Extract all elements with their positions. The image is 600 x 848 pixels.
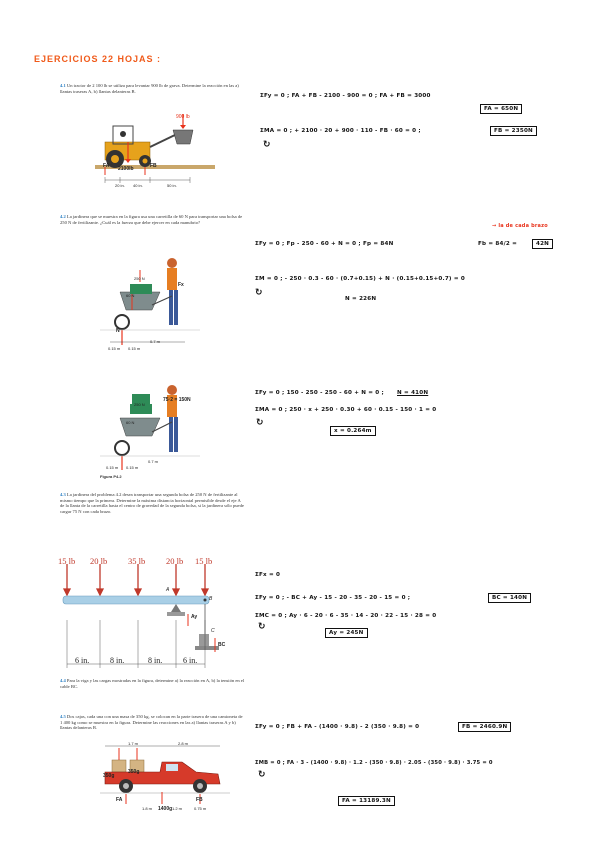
tractor-dim-3: 50 in. [167,183,177,188]
tractor-fa-label: FA [103,163,110,169]
beam-load-2: 20 lb [90,556,108,566]
page-title: EJERCICIOS 22 HOJAS : [34,54,162,64]
beam-load-5: 15 lb [195,556,213,566]
beam-dim-1: 6 in. [75,656,90,665]
wb1-dim-1: 0.7 m [150,339,161,344]
p3-answer-n: N = 410N [397,390,429,396]
p2-equation-sum-m: ΣM = 0 ; - 250 · 0.3 - 60 · (0.7+0.15) + N · (0.15+0.15+0.7) = 0 [255,276,465,282]
truck-weight-label: 1400g [158,806,173,812]
p4-equation-sum-mc: ΣMC = 0 ; Ay · 6 - 20 · 6 - 35 · 14 - 20 · 22 - 15 · 28 = 0 [255,613,437,619]
p5-equation-sum-mb: ΣMB = 0 ; FA · 3 - (1400 · 9.8) · 1.2 - (350 · 9.8) · 2.05 - (350 · 9.8) · 3.75 = 0 [255,760,493,766]
wb2-hand-force-label: 75·2 = 150N [163,397,191,403]
problem-number: 4.2 [60,214,66,219]
beam-load-4: 20 lb [166,556,184,566]
problem-4-3-statement [60,492,245,514]
tractor-dim-1: 20 in. [115,183,125,188]
wb2-barrow-weight: 60 N [126,420,135,425]
truck-box1-weight: 350g [103,773,115,779]
problem-text: Un tractor de 2 100 lb se utiliza para levantar 900 lb de grava. Determine la reacción en las a) llantas traseras A, b) llantas delanteras B. [60,83,239,94]
p5-equation-sum-fy: ΣFy = 0 ; FB + FA - (1400 · 9.8) - 2 (350 · 9.8) = 0 [255,724,420,730]
p1-answer-fb: FB = 2350N [490,126,537,136]
wb1-force-label: Fx [178,282,184,288]
p2-note: → la de cada brazo [492,223,548,229]
point-b-label: B [209,596,213,602]
p4-answer-ay: Ay = 245N [325,628,368,638]
truck-dim-5: 0.75 m [194,806,207,811]
wb1-dim-3: 0.15 m [128,346,141,351]
wb1-bag-weight: 250 N [134,276,145,281]
beam-load-3: 35 lb [128,556,146,566]
wb1-barrow-weight: 60 N [126,293,135,298]
problem-4-4-statement [60,678,245,689]
problem-number: 4.5 [60,714,66,719]
truck-box2-weight: 350g [128,769,140,775]
problem-4-5-statement [60,714,245,731]
wb1-normal-label: N [116,328,120,334]
moment-arrow-icon: ↻ [258,770,266,780]
truck-dim-3: 1.8 m [142,806,153,811]
tractor-figure [95,112,215,192]
p2-answer-fb: 42N [532,239,553,249]
p4-equation-sum-fx: ΣFx = 0 [255,572,281,578]
beam-ay-label: Ay [191,614,198,620]
problem-text: Para la viga y las cargas mostradas en la figura, determine a) la reacción en A, b) la tensión en el cable BC. [60,678,245,689]
tractor-dim-2: 40 in. [133,183,143,188]
p4-equation-sum-fy: ΣFy = 0 ; - BC + Ay - 15 - 20 - 35 - 20 - 15 = 0 ; [255,595,411,601]
tractor-load-label: 900 lb [176,114,190,120]
truck-dim-4: 1.2 m [172,806,183,811]
wb2-bag-weight: 250 N [134,402,145,407]
tractor-fb-label: FB [150,163,157,169]
p2-equation-fb: Fb = 84/2 = [478,241,517,247]
problem-text: La jardinera que se muestra en la figura usa una carretilla de 60 N para transportar una bolsa de 250 N de fertilizante. ¿Cuál es la fuerza que debe ejercer en cada manubrio? [60,214,243,225]
wb2-dim-1: 0.7 m [148,459,159,464]
point-c-label: C [211,628,215,634]
problem-text: Dos cajas, cada una con una masa de 350 kg, se colocan en la parte trasera de una camioneta de 1 400 kg como se muestra en la figura. Determine las reacciones en las a) llantas traseras A y b) llantas delanteras B. [60,714,243,731]
p5-answer-fb: FB = 2460.9N [458,722,511,732]
figure-caption: Figura P4.2 [100,474,122,479]
problem-number: 4.3 [60,492,66,497]
problem-text: La jardinera del problema 4.2 desea transportar una segunda bolsa de 250 N de fertilizante al mismo tiempo que la primera. Determine la máxima distancia horizontal permisible desde el eje A de la llanta de la carretilla hasta el centro de gravedad de la segunda bolsa, si la jardinera sólo puede cargar 75 N con cada brazo. [60,492,244,514]
p2-equation-sum-fy: ΣFy = 0 ; Fp - 250 - 60 + N = 0 ; Fp = 84N [255,241,394,247]
beam-dim-3: 8 in. [148,656,163,665]
p5-answer-fa: FA = 13189.3N [338,796,395,806]
truck-dim-2: 2.8 m [178,741,189,746]
problem-4-1-statement [60,83,245,94]
problem-number: 4.4 [60,678,66,683]
problem-4-2-statement [60,214,245,225]
beam-bc-label: BC [218,642,226,648]
moment-arrow-icon: ↻ [263,140,271,150]
beam-dim-4: 6 in. [183,656,198,665]
p3-equation-sum-fy: ΣFy = 0 ; 150 - 250 - 250 - 60 + N = 0 ; [255,390,384,396]
beam-load-1: 15 lb [58,556,76,566]
moment-arrow-icon: ↻ [255,288,263,298]
truck-fb-label: FB [196,797,203,803]
beam-dim-2: 8 in. [110,656,125,665]
p1-equation-sum-ma: ΣMA = 0 ; + 2100 · 20 + 900 · 110 - FB · 60 = 0 ; [260,128,421,134]
truck-dim-1: 1.7 m [128,741,139,746]
wb2-dim-2: 0.15 m [106,465,119,470]
point-a-label: A [166,587,170,593]
p2-answer-n: N = 226N [345,296,377,302]
moment-arrow-icon: ↻ [256,418,264,428]
p3-equation-sum-ma: ΣMA = 0 ; 250 · x + 250 · 0.30 + 60 · 0.15 - 150 · 1 = 0 [255,407,437,413]
p4-answer-bc: BC = 140N [488,593,531,603]
p1-equation-sum-fy: ΣFy = 0 ; FA + FB - 2100 - 900 = 0 ; FA + FB = 3000 [260,93,431,99]
wb1-dim-2: 0.15 m [108,346,121,351]
moment-arrow-icon: ↻ [258,622,266,632]
tractor-weight-label: 2100lb [118,166,134,172]
problem-number: 4.1 [60,83,66,88]
wb2-dim-3: 0.15 m [126,465,139,470]
truck-fa-label: FA [116,797,123,803]
p3-answer-x: x = 0.264m [330,426,376,436]
p1-answer-fa: FA = 650N [480,104,522,114]
